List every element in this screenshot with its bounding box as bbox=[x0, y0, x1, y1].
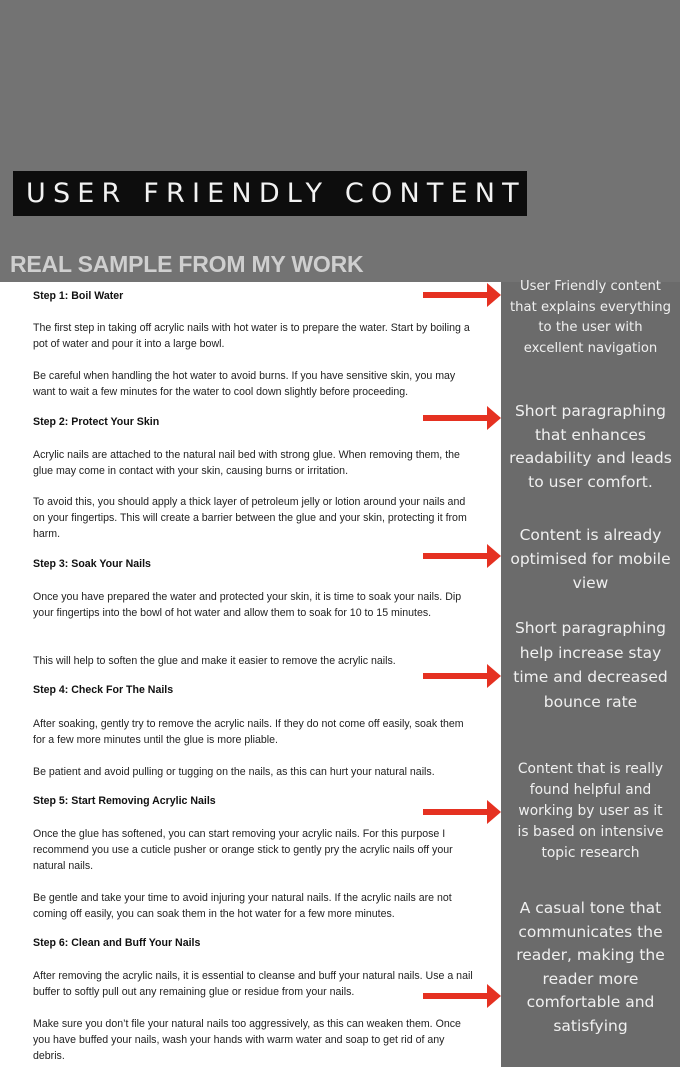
step-heading: Step 3: Soak Your Nails bbox=[33, 558, 151, 570]
step-paragraph: After removing the acrylic nails, it is essential to cleanse and buff your natural nails. Use a nail buffer to softly pull out any remaining glue or residue from your nails. bbox=[33, 970, 473, 998]
step-paragraph: Be careful when handling the hot water to avoid burns. If you have sensitive skin, you may want to wait a few minutes for the water to cool down slightly before proceeding. bbox=[33, 370, 456, 398]
step-paragraph: Make sure you don’t file your natural nails too aggressively, as this can weaken them. Once you have buffed your nails, wash your hands with warm water and soap to get rid of any debris. bbox=[33, 1018, 461, 1062]
arrow-right-icon bbox=[423, 406, 501, 430]
annotation-note: Content is already optimised for mobile view bbox=[510, 526, 671, 592]
page-title: USER FRIENDLY CONTENT bbox=[26, 178, 526, 209]
step-heading: Step 4: Check For The Nails bbox=[33, 684, 174, 696]
arrow-right-icon bbox=[423, 664, 501, 688]
step-paragraph: This will help to soften the glue and make it easier to remove the acrylic nails. bbox=[33, 655, 396, 667]
step-heading: Step 5: Start Removing Acrylic Nails bbox=[33, 795, 216, 807]
step-paragraph: The first step in taking off acrylic nails with hot water is to prepare the water. Start by boiling a pot of water and pour it into a large bowl. bbox=[33, 322, 470, 350]
step-paragraph: To avoid this, you should apply a thick layer of petroleum jelly or lotion around your nails and on your fingertips. This will create a barrier between the glue and your skin, protecting it from harm. bbox=[33, 496, 467, 540]
page-subtitle: REAL SAMPLE FROM MY WORK bbox=[10, 251, 364, 277]
step-heading: Step 2: Protect Your Skin bbox=[33, 416, 160, 428]
step-paragraph: Once you have prepared the water and protected your skin, it is time to soak your nails. Dip your fingertips into the bowl of hot water and allow them to soak for 10 to 15 minutes. bbox=[33, 591, 462, 619]
arrow-right-icon bbox=[423, 544, 501, 568]
title-banner bbox=[13, 171, 527, 216]
step-paragraph: Be gentle and take your time to avoid injuring your natural nails. If the acrylic nails are not coming off easily, you can soak them in the hot water for a few more minutes. bbox=[33, 892, 452, 920]
annotation-note: User Friendly content that explains everything to the user with excellent navigation bbox=[509, 279, 672, 356]
arrow-right-icon bbox=[423, 800, 501, 824]
step-paragraph: Once the glue has softened, you can start removing your acrylic nails. For this purpose I recommend you use a cuticle pusher or orange stick to gently pry the acrylic nails off your natural nails. bbox=[33, 828, 453, 872]
annotation-note: Content that is really found helpful and working by user as it is based on intensive topic research bbox=[517, 761, 664, 861]
annotation-note: Short paragraphing help increase stay time and decreased bounce rate bbox=[513, 619, 668, 711]
step-paragraph: After soaking, gently try to remove the acrylic nails. If they do not come off easily, soak them for a few more minutes until the glue is more pliable. bbox=[33, 718, 464, 746]
step-heading: Step 6: Clean and Buff Your Nails bbox=[33, 937, 201, 949]
annotation-note: Short paragraphing that enhances readability and leads to user comfort. bbox=[509, 402, 672, 491]
arrow-right-icon bbox=[423, 283, 501, 307]
arrow-right-icon bbox=[423, 984, 501, 1008]
step-heading: Step 1: Boil Water bbox=[33, 290, 124, 302]
step-paragraph: Acrylic nails are attached to the natural nail bed with strong glue. When removing them, the glue may come in contact with your skin, causing burns or irritation. bbox=[33, 449, 460, 477]
annotation-note: A casual tone that communicates the reader, making the reader more comfortable and satisfying bbox=[516, 899, 665, 1035]
step-paragraph: Be patient and avoid pulling or tugging on the nails, as this can hurt your natural nails. bbox=[33, 766, 435, 778]
